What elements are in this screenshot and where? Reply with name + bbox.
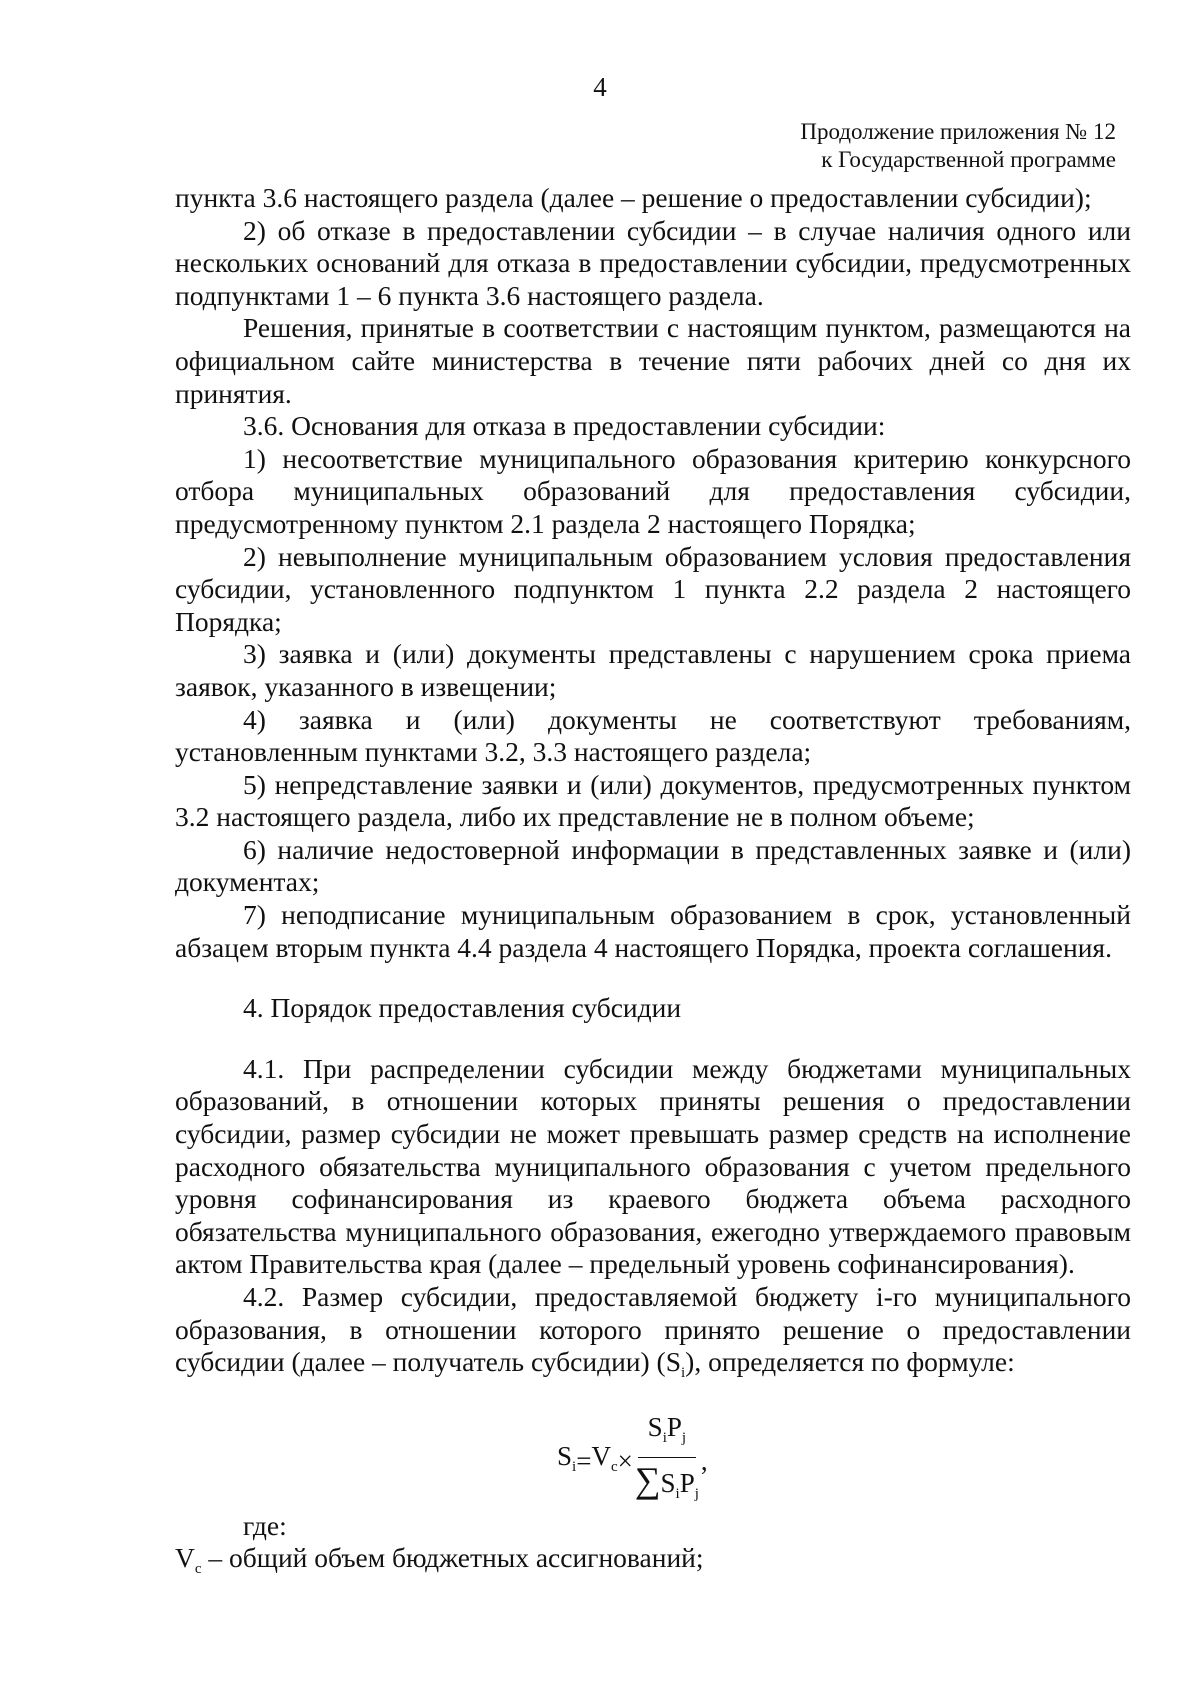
formula-subscript: i	[662, 1429, 667, 1446]
formula-subscript: i	[675, 1485, 680, 1502]
paragraph-text: 4.2. Размер субсидии, предоставляемой бюджету i-го муниципального образования, в отношении которого принято решение о предоставлении субсидии (далее – получатель субсидии) (S	[175, 1281, 1131, 1378]
formula-subscript: j	[681, 1429, 687, 1446]
formula-symbol: S	[647, 1411, 663, 1442]
appendix-line-1: Продолжение приложения № 12	[800, 119, 1116, 144]
paragraph: 2) невыполнение муниципальным образованием условия предоставления субсидии, установленного подпунктом 1 пункта 2.2 раздела 2 настоящего Порядка;	[175, 540, 1131, 637]
sigma-symbol: ∑	[634, 1459, 661, 1500]
formula-lhs	[557, 1440, 576, 1484]
paragraph: 3.6. Основания для отказа в предоставлении субсидии:	[243, 410, 886, 442]
paragraph	[175, 1281, 1131, 1390]
formula-v	[591, 1440, 617, 1484]
appendix-line-2: к Государственной программе	[821, 147, 1116, 172]
section-heading: 4. Порядок предоставления субсидии	[243, 992, 682, 1024]
paragraph: 2) об отказе в предоставлении субсидии – в случае наличия одного или нескольких оснований для отказа в предоставлении субсидии, предусмотренных подпунктами 1 – 6 пункта 3.6 настоящего раздела.	[175, 214, 1131, 311]
document-body	[175, 182, 1131, 1586]
definition-text: – общий объем бюджетных ассигнований;	[201, 1542, 704, 1574]
formula-denominator	[635, 1458, 699, 1514]
formula-symbol: V	[591, 1440, 611, 1471]
formula-symbol: P	[679, 1467, 695, 1498]
page-number: 4	[593, 72, 607, 102]
formula-numerator	[638, 1410, 696, 1458]
formula-equals: =	[576, 1446, 592, 1477]
paragraph: 5) непредставление заявки и (или) документов, предусмотренных пунктом 3.2 настоящего раздела, либо их представление не в полном объеме;	[175, 768, 1131, 833]
formula	[175, 1394, 1131, 1504]
formula-subscript: c	[610, 1458, 618, 1475]
paragraph: Решения, принятые в соответствии с настоящим пунктом, размещаются на официальном сайте министерства в течение пяти рабочих дней со дня их принятия.	[175, 312, 1131, 409]
formula-symbol: V	[175, 1542, 195, 1574]
paragraph: пункта 3.6 настоящего раздела (далее – решение о предоставлении субсидии);	[175, 182, 1092, 213]
appendix-note	[800, 118, 1116, 174]
formula-symbol: P	[666, 1411, 682, 1442]
formula-subscript: i	[572, 1458, 577, 1475]
formula-subscript: j	[694, 1485, 699, 1502]
where-label: где:	[243, 1509, 287, 1541]
paragraph: 1) несоответствие муниципального образования критерию конкурсного отбора муниципальных образований для предоставления субсидии, предусмотренному пунктом 2.1 раздела 2 настоящего Порядка;	[175, 442, 1131, 539]
definition-vc	[175, 1542, 1131, 1586]
paragraph: 4) заявка и (или) документы не соответствуют требованиям, установленным пунктами 3.2, 3.3 настоящего раздела;	[175, 703, 1131, 768]
formula-symbol: S	[557, 1440, 573, 1471]
formula-expression	[557, 1410, 708, 1514]
subscript: i	[681, 1365, 686, 1382]
paragraph: 7) неподписание муниципальным образованием в срок, установленный абзацем вторым пункта 4.4 раздела 4 настоящего Порядка, проекта соглашения.	[175, 899, 1131, 963]
paragraph: 6) наличие недостоверной информации в представленных заявке и (или) документах;	[175, 833, 1131, 898]
formula-fraction	[635, 1410, 699, 1514]
formula-comma: ,	[700, 1446, 708, 1477]
formula-symbol: S	[660, 1467, 676, 1498]
formula-times: ×	[617, 1446, 633, 1477]
paragraph: 3) заявка и (или) документы представлены с нарушением срока приема заявок, указанного в извещении;	[175, 638, 1131, 702]
paragraph: 4.1. При распределении субсидии между бюджетами муниципальных образований, в отношении которых приняты решения о предоставлении субсидии, размер субсидии не может превышать размер средств на исполнение расходного обязательства муниципального образования с учетом предельного уровня софинансирования из краевого бюджета объема расходного обязательства муниципального образования, ежегодно утверждаемого правовым актом Правительства края (далее – предельный уровень софинансирования).	[175, 1052, 1131, 1280]
paragraph-text: ), определяется по формуле:	[685, 1346, 1015, 1378]
subscript: c	[194, 1561, 202, 1578]
